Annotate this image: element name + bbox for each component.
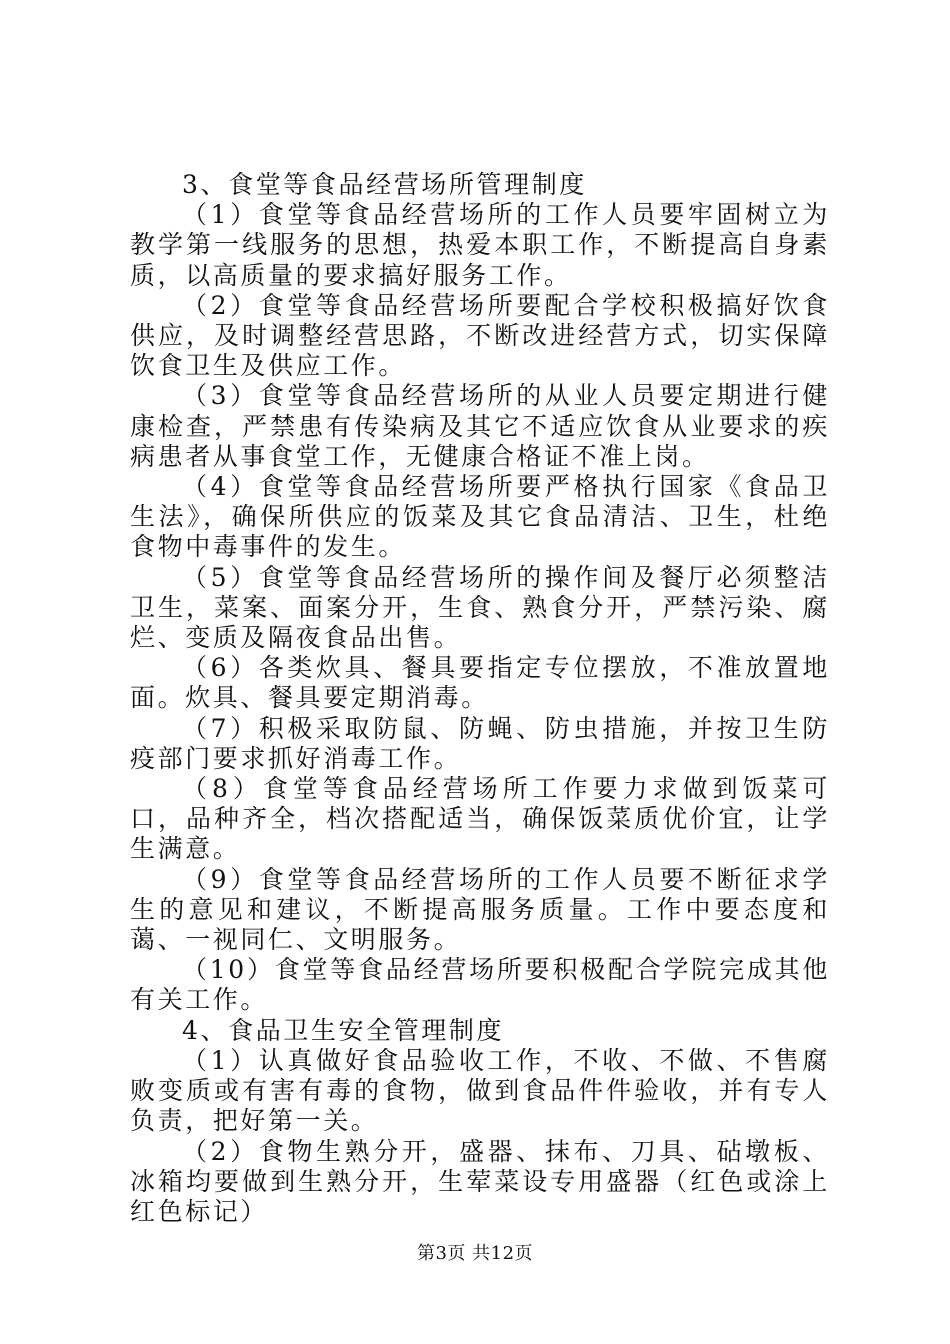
paragraph: （1）食堂等食品经营场所的工作人员要牢固树立为教学第一线服务的思想，热爱本职工作，不断提高自身素质，以高质量的要求搞好服务工作。: [130, 200, 830, 290]
paragraph: （8）食堂等食品经营场所工作要力求做到饭菜可口，品种齐全，档次搭配适当，确保饭菜质优价宜，让学生满意。: [130, 774, 830, 864]
section-heading-3: 3、食堂等食品经营场所管理制度: [182, 170, 587, 199]
paragraph: （5）食堂等食品经营场所的操作间及餐厅必须整洁卫生，菜案、面案分开，生食、熟食分开，严禁污染、腐烂、变质及隔夜食品出售。: [130, 562, 830, 653]
paragraph: （10）食堂等食品经营场所要积极配合学院完成其他有关工作。: [130, 955, 830, 1015]
paragraph: （6）各类炊具、餐具要指定专位摆放，不准放置地面。炊具、餐具要定期消毒。: [130, 653, 830, 713]
paragraph: （4）食堂等食品经营场所要严格执行国家《食品卫生法》，确保所供应的饭菜及其它食品清洁、卫生，杜绝食物中毒事件的发生。: [130, 472, 830, 562]
document-body: [130, 170, 830, 1227]
page-number-footer: 第3页 共12页: [416, 1243, 534, 1264]
paragraph: （2）食堂等食品经营场所要配合学校积极搞好饮食供应，及时调整经营思路，不断改进经营方式，切实保障饮食卫生及供应工作。: [130, 290, 830, 381]
paragraph: （7）积极采取防鼠、防蝇、防虫措施，并按卫生防疫部门要求抓好消毒工作。: [130, 713, 830, 773]
paragraph: （9）食堂等食品经营场所的工作人员要不断征求学生的意见和建议，不断提高服务质量。工作中要态度和蔼、一视同仁、文明服务。: [130, 864, 830, 955]
paragraph: （2）食物生熟分开，盛器、抹布、刀具、砧墩板、冰箱均要做到生熟分开，生荤菜设专用盛器（红色或涂上红色标记）: [130, 1136, 830, 1226]
paragraph: （3）食堂等食品经营场所的从业人员要定期进行健康检查，严禁患有传染病及其它不适应饮食从业要求的疾病患者从事食堂工作，无健康合格证不准上岗。: [130, 381, 830, 471]
section-heading-4: 4、食品卫生安全管理制度: [182, 1015, 505, 1045]
paragraph: （1）认真做好食品验收工作，不收、不做、不售腐败变质或有害有毒的食物，做到食品件件验收，并有专人负责，把好第一关。: [130, 1045, 830, 1136]
